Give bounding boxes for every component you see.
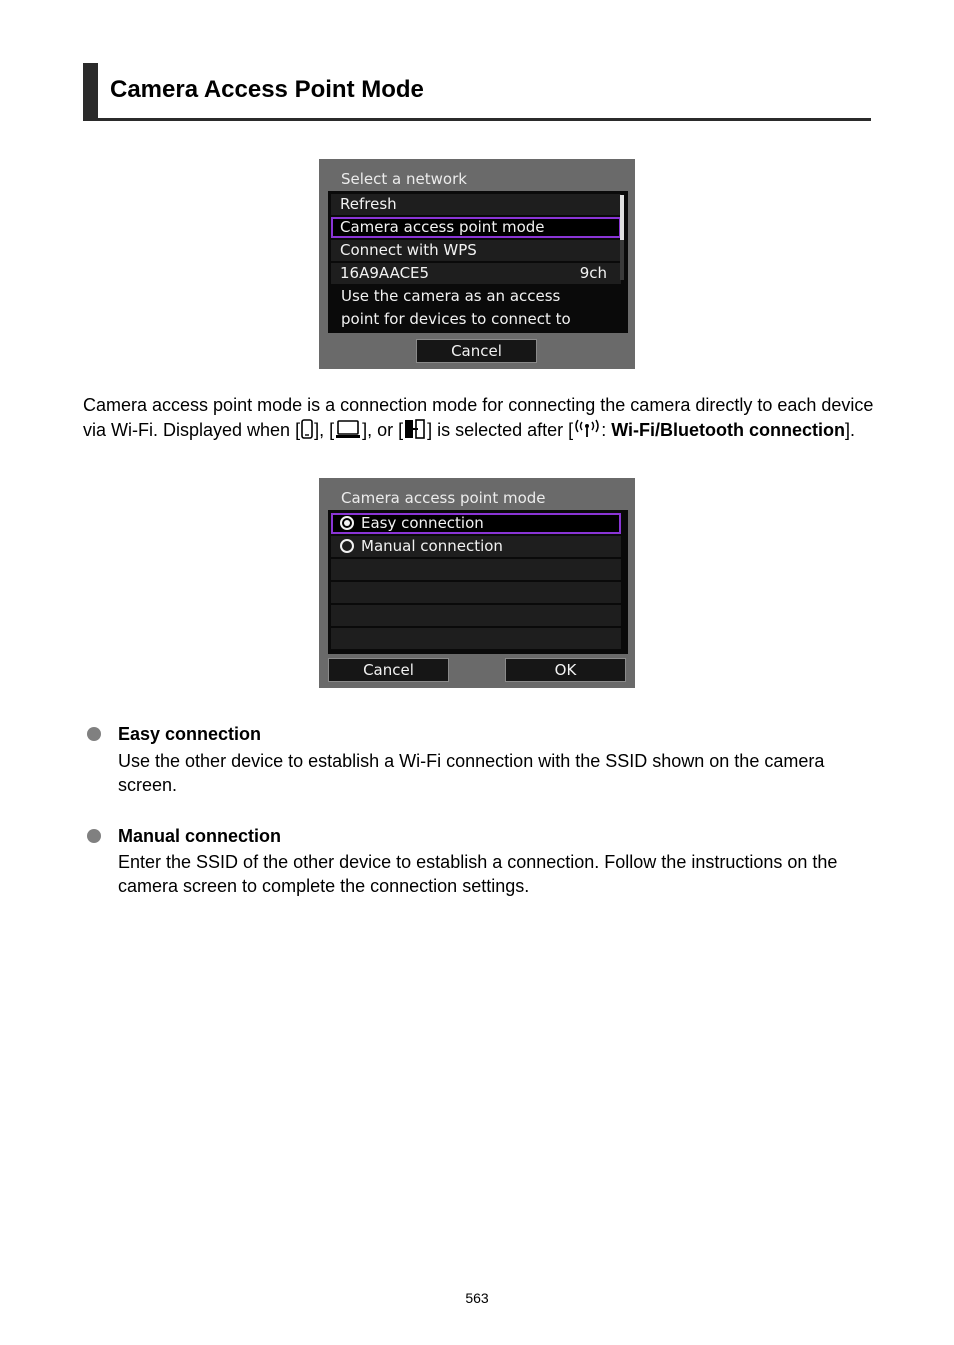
intro-text: : <box>601 420 612 440</box>
bullet-text: Use the other device to establish a Wi-Fi connection with the SSID shown on the camera screen. <box>118 751 825 795</box>
intro-text: ] is selected after [ <box>427 420 574 440</box>
option-label: Easy connection <box>361 514 484 532</box>
bullet-title: Easy connection <box>118 724 262 744</box>
smartphone-icon <box>301 419 313 439</box>
empty-row <box>331 605 621 626</box>
scrollbar[interactable] <box>620 195 624 280</box>
screen-title: Camera access point mode <box>341 489 546 507</box>
radio-selected-icon <box>340 516 354 530</box>
network-list-panel <box>328 191 628 333</box>
bullet-text: Enter the SSID of the other device to establish a connection. Follow the instructions on the camera screen to complete the connection settings. <box>118 852 838 896</box>
radio-unselected-icon <box>340 539 354 553</box>
network-item-label: 16A9AACE5 <box>340 264 430 282</box>
network-item-camera-access-point-mode[interactable] <box>331 217 621 238</box>
scrollbar-thumb[interactable] <box>620 195 624 240</box>
section-heading <box>83 63 871 121</box>
network-item-label: Refresh <box>340 195 397 213</box>
camera-screen-select-network <box>319 159 635 369</box>
options-panel <box>328 510 628 654</box>
wireless-icon <box>574 419 600 439</box>
network-item-refresh[interactable] <box>331 194 621 215</box>
page-title: Camera Access Point Mode <box>110 76 424 103</box>
computer-icon <box>335 419 361 439</box>
empty-row <box>331 628 621 649</box>
intro-text: ]. <box>845 420 856 440</box>
channel-label: 9ch <box>579 264 607 282</box>
network-item-ssid[interactable] <box>331 263 621 284</box>
intro-text: ], [ <box>314 420 335 440</box>
option-label: Manual connection <box>361 537 503 555</box>
ok-button[interactable]: OK <box>505 658 626 682</box>
option-manual-connection[interactable] <box>331 536 621 557</box>
network-item-label: Camera access point mode <box>340 218 545 236</box>
page-number: 563 <box>465 1290 489 1306</box>
description-line-1: Use the camera as an access <box>341 287 561 305</box>
printer-icon <box>404 419 426 439</box>
bullet-title: Manual connection <box>118 826 282 846</box>
bullet-icon <box>87 727 101 741</box>
empty-row <box>331 559 621 580</box>
intro-text: Camera access point mode is a connection mode for connecting the camera directly to each device via Wi-Fi. Displayed when [ <box>83 395 874 440</box>
option-easy-connection[interactable] <box>331 513 621 534</box>
camera-screen-access-point-mode <box>319 478 635 688</box>
wifi-bluetooth-connection-label: Wi-Fi/Bluetooth connection <box>611 420 846 440</box>
cancel-button[interactable]: Cancel <box>328 658 449 682</box>
screen-title: Select a network <box>341 170 467 188</box>
bullet-icon <box>87 829 101 843</box>
network-item-label: Connect with WPS <box>340 241 477 259</box>
empty-row <box>331 582 621 603</box>
cancel-button[interactable]: Cancel <box>416 339 537 363</box>
heading-bar <box>83 63 98 121</box>
description-line-2: point for devices to connect to <box>341 310 571 328</box>
intro-paragraph <box>83 393 883 443</box>
network-item-connect-with-wps[interactable] <box>331 240 621 261</box>
intro-text: ], or [ <box>362 420 404 440</box>
